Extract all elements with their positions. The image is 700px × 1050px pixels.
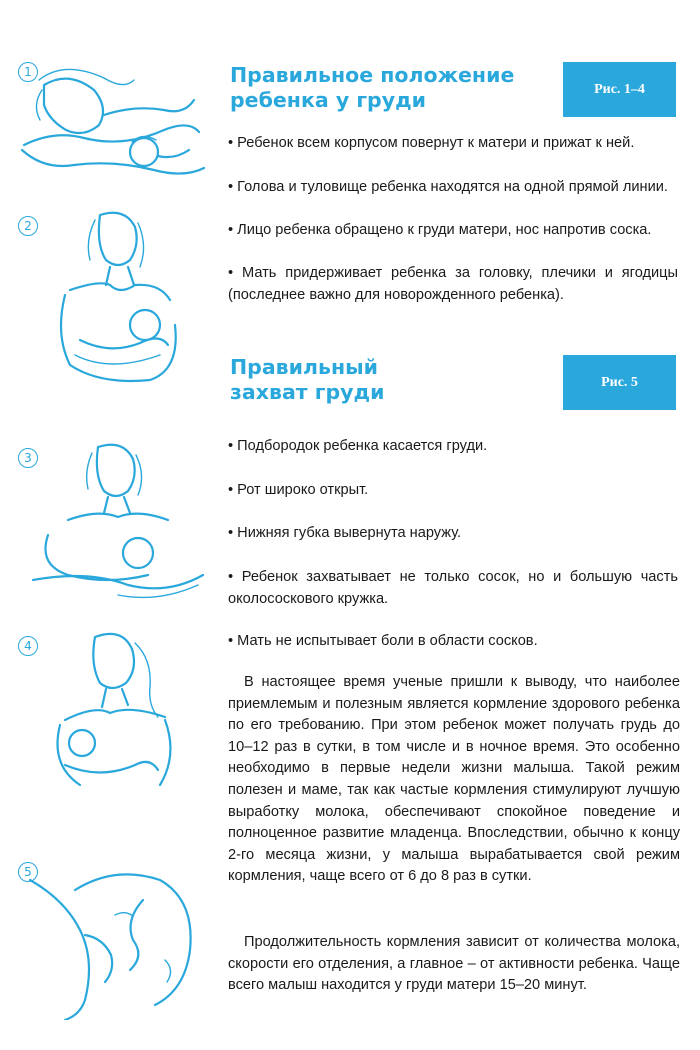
figure-number-3: 3 <box>18 448 38 468</box>
bullet-item: • Рот широко открыт. <box>228 479 678 501</box>
heading-line: Правильное положение <box>230 63 515 87</box>
figure-number-5: 5 <box>18 862 38 882</box>
heading-line: захват груди <box>230 380 385 404</box>
body-paragraph: В настоящее время ученые пришли к выводу, что наиболее приемлемым и полезным является кормление здорового ребенка по его требованию. При этом ребенок может получать грудь до 10–12 раз в сутки, в том числе и в ночное время. Это особенно необходимо в первые недели жизни малыша. Такой режим полезен и маме, так как частые кормления стимулируют лучшую выработку молока, обеспечивают спокойное поведение и полноценное развитие младенца. Впоследствии, обычно к концу 2-го месяца жизни, у малыша вырабатывается свой режим кормления, чаще всего от 6 до 8 раз в сутки. <box>228 674 680 885</box>
mother-cradle-hold-illustration <box>40 205 190 390</box>
bullet-item: • Подбородок ребенка касается груди. <box>228 435 678 457</box>
bullet-item: • Лицо ребенка обращено к груди матери, нос напротив соска. <box>228 219 678 241</box>
figure-number-4: 4 <box>18 636 38 656</box>
mother-pillow-feeding-illustration <box>28 435 208 605</box>
figure-number-2: 2 <box>18 216 38 236</box>
figure-badge: Рис. 1–4 <box>563 62 676 117</box>
bullet-item: • Ребенок всем корпусом повернут к матери и прижат к ней. <box>228 132 678 154</box>
bullet-item: • Мать придерживает ребенка за головку, плечики и ягодицы (последнее важно для новорожденного ребенка). <box>228 262 678 306</box>
section-heading-positioning <box>230 63 514 113</box>
bullet-item: • Мать не испытывает боли в области сосков. <box>228 630 678 652</box>
bullet-item: • Ребенок захватывает не только сосок, но и большую часть околососкового кружка. <box>228 566 678 610</box>
figure-number-1: 1 <box>18 62 38 82</box>
baby-latch-closeup-illustration <box>25 860 205 1020</box>
section-heading-latch <box>230 355 384 405</box>
heading-line: ребенка у груди <box>230 88 427 112</box>
bullet-item: • Голова и туловище ребенка находятся на одной прямой линии. <box>228 176 678 198</box>
heading-line: Правильный <box>230 355 379 379</box>
figure-badge: Рис. 5 <box>563 355 676 410</box>
mother-sitting-feeding-illustration <box>40 625 190 795</box>
mother-lying-feeding-illustration <box>14 60 214 190</box>
bullet-item: • Нижняя губка вывернута наружу. <box>228 522 678 544</box>
body-paragraph: Продолжительность кормления зависит от количества молока, скорости его отделения, а главное – от активности ребенка. Чаще всего малыш находится у груди матери 15–20 минут. <box>228 934 680 994</box>
